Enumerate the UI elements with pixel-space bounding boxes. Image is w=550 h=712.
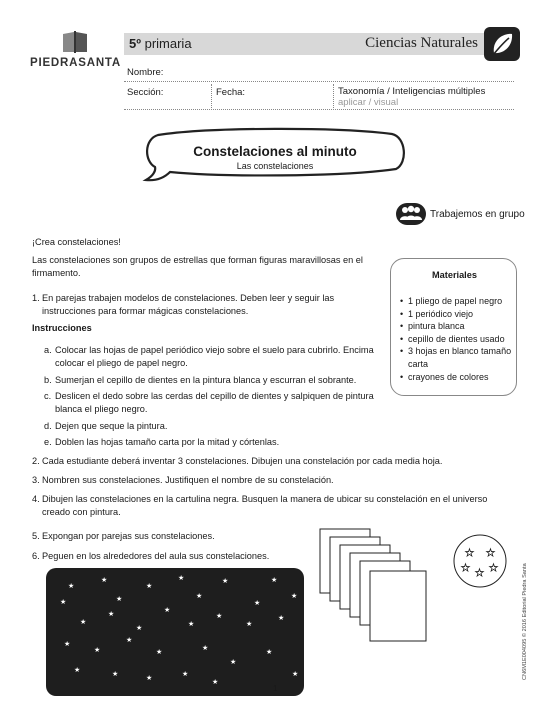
svg-text:★: ★ — [278, 614, 285, 622]
list-item: • cepillo de dientes usado — [400, 333, 512, 346]
list-item: • 1 pliego de papel negro — [400, 295, 512, 308]
svg-text:★: ★ — [94, 646, 101, 654]
step-1 — [32, 292, 377, 318]
step-2: 2. Cada estudiante deberá inventar 3 constelaciones. Dibujen una constelación por cada media hoja. — [32, 456, 443, 466]
info-row — [124, 84, 514, 110]
svg-text:★: ★ — [112, 670, 119, 678]
stars-drawing — [46, 568, 304, 696]
sub-step-e: e. Doblen las hojas tamaño carta por la mitad y córtenlas. — [44, 437, 280, 447]
svg-text:★: ★ — [146, 674, 153, 682]
svg-text:★: ★ — [116, 595, 123, 603]
svg-text:★: ★ — [271, 576, 278, 584]
divider — [333, 84, 334, 110]
svg-text:★: ★ — [64, 640, 71, 648]
list-item: • crayones de colores — [400, 371, 512, 384]
svg-text:★: ★ — [489, 563, 498, 574]
svg-text:★: ★ — [202, 644, 209, 652]
svg-text:★: ★ — [60, 598, 67, 606]
step-text: En parejas trabajen modelos de constelaciones. Deben leer y seguir las instrucciones para formar mágicas constelaciones. — [42, 293, 335, 316]
list-item: • pintura blanca — [400, 320, 512, 333]
svg-text:★: ★ — [246, 620, 253, 628]
intro-paragraph: Las constelaciones son grupos de estrellas que forman figuras maravillosas en el firmamento. — [32, 255, 363, 278]
group-people-icon — [396, 203, 426, 225]
create-heading: ¡Crea constelaciones! — [32, 237, 121, 247]
materials-list — [400, 295, 512, 383]
night-sky-illustration — [46, 568, 304, 696]
name-label: Nombre: — [127, 67, 164, 78]
materials-title: Materiales — [432, 270, 477, 280]
instructions-heading: Instrucciones — [32, 323, 92, 333]
name-field[interactable] — [124, 64, 514, 82]
worksheet-subtitle: Las constelaciones — [236, 161, 314, 171]
sub-step-a: a. Colocar las hojas de papel periódico viejo sobre el suelo para cubrirlo. Encima colocar el pliego de papel negro. — [44, 345, 374, 368]
svg-text:★: ★ — [461, 563, 470, 574]
step-number: 1. — [32, 293, 40, 303]
worksheet-title: Constelaciones al minuto — [193, 144, 357, 159]
sub-step-c: c. Deslicen el dedo sobre las cerdas del cepillo de dientes y salpiquen de pintura blanca el pliego negro. — [44, 391, 374, 414]
grade-label: 5º primaria — [129, 36, 192, 51]
svg-text:★: ★ — [292, 670, 299, 678]
section-label: Sección: — [127, 87, 164, 98]
svg-text:★: ★ — [254, 599, 261, 607]
svg-text:★: ★ — [486, 548, 495, 559]
svg-text:★: ★ — [266, 648, 273, 656]
sub-step-b: b. Sumerjan el cepillo de dientes en la pintura blanca y escurran el sobrante. — [44, 375, 357, 385]
materials-box — [390, 258, 517, 396]
svg-text:★: ★ — [222, 577, 229, 585]
page-number: 1 — [273, 684, 278, 693]
paper-sheets-illustration — [318, 527, 436, 649]
subject-title: Ciencias Naturales — [365, 35, 478, 51]
svg-text:★: ★ — [164, 606, 171, 614]
step-4: 4. Dibujen las constelaciones en la cartulina negra. Busquen la manera de ubicar su constelación en el universo creado con pintura. — [32, 494, 488, 517]
list-item: • 1 periódico viejo — [400, 308, 512, 321]
header-bar — [124, 33, 514, 55]
svg-text:★: ★ — [108, 610, 115, 618]
side-code: CN6M1E004095 © 2016 Editorial Piedra Santa — [522, 563, 528, 680]
svg-text:★: ★ — [475, 568, 484, 579]
svg-text:★: ★ — [188, 620, 195, 628]
step-3: 3. Nombren sus constelaciones. Justifiquen el nombre de su constelación. — [32, 475, 334, 485]
sub-step-d: d. Dejen que seque la pintura. — [44, 421, 168, 431]
svg-text:★: ★ — [216, 612, 223, 620]
taxonomy-value: aplicar / visual — [338, 97, 399, 108]
svg-text:★: ★ — [126, 636, 133, 644]
step-5: 5. Expongan por parejas sus constelaciones. — [32, 531, 215, 541]
brand-logo — [30, 30, 120, 69]
list-item: • 3 hojas en blanco tamaño carta — [400, 345, 512, 370]
svg-text:★: ★ — [182, 670, 189, 678]
divider — [211, 84, 212, 110]
group-work-label: Trabajemos en grupo — [430, 209, 525, 220]
brand-name: PIEDRASANTA — [30, 57, 122, 69]
svg-text:★: ★ — [74, 666, 81, 674]
svg-text:★: ★ — [196, 592, 203, 600]
svg-text:★: ★ — [212, 678, 219, 686]
svg-text:★: ★ — [80, 618, 87, 626]
group-work-badge — [396, 203, 526, 225]
taxonomy-label: Taxonomía / Inteligencias múltiples — [338, 86, 486, 97]
svg-text:★: ★ — [146, 582, 153, 590]
svg-text:★: ★ — [291, 592, 298, 600]
date-label: Fecha: — [216, 87, 246, 98]
step-6: 6. Peguen en los alrededores del aula sus constelaciones. — [32, 551, 270, 561]
book-icon — [60, 30, 90, 54]
svg-text:★: ★ — [178, 574, 185, 582]
svg-text:★: ★ — [136, 624, 143, 632]
svg-text:★: ★ — [465, 548, 474, 559]
svg-text:★: ★ — [68, 582, 75, 590]
leaf-icon — [484, 27, 520, 61]
svg-text:★: ★ — [156, 648, 163, 656]
smiley-constellation-icon — [452, 533, 508, 589]
svg-text:★: ★ — [101, 576, 108, 584]
svg-text:★: ★ — [230, 658, 237, 666]
